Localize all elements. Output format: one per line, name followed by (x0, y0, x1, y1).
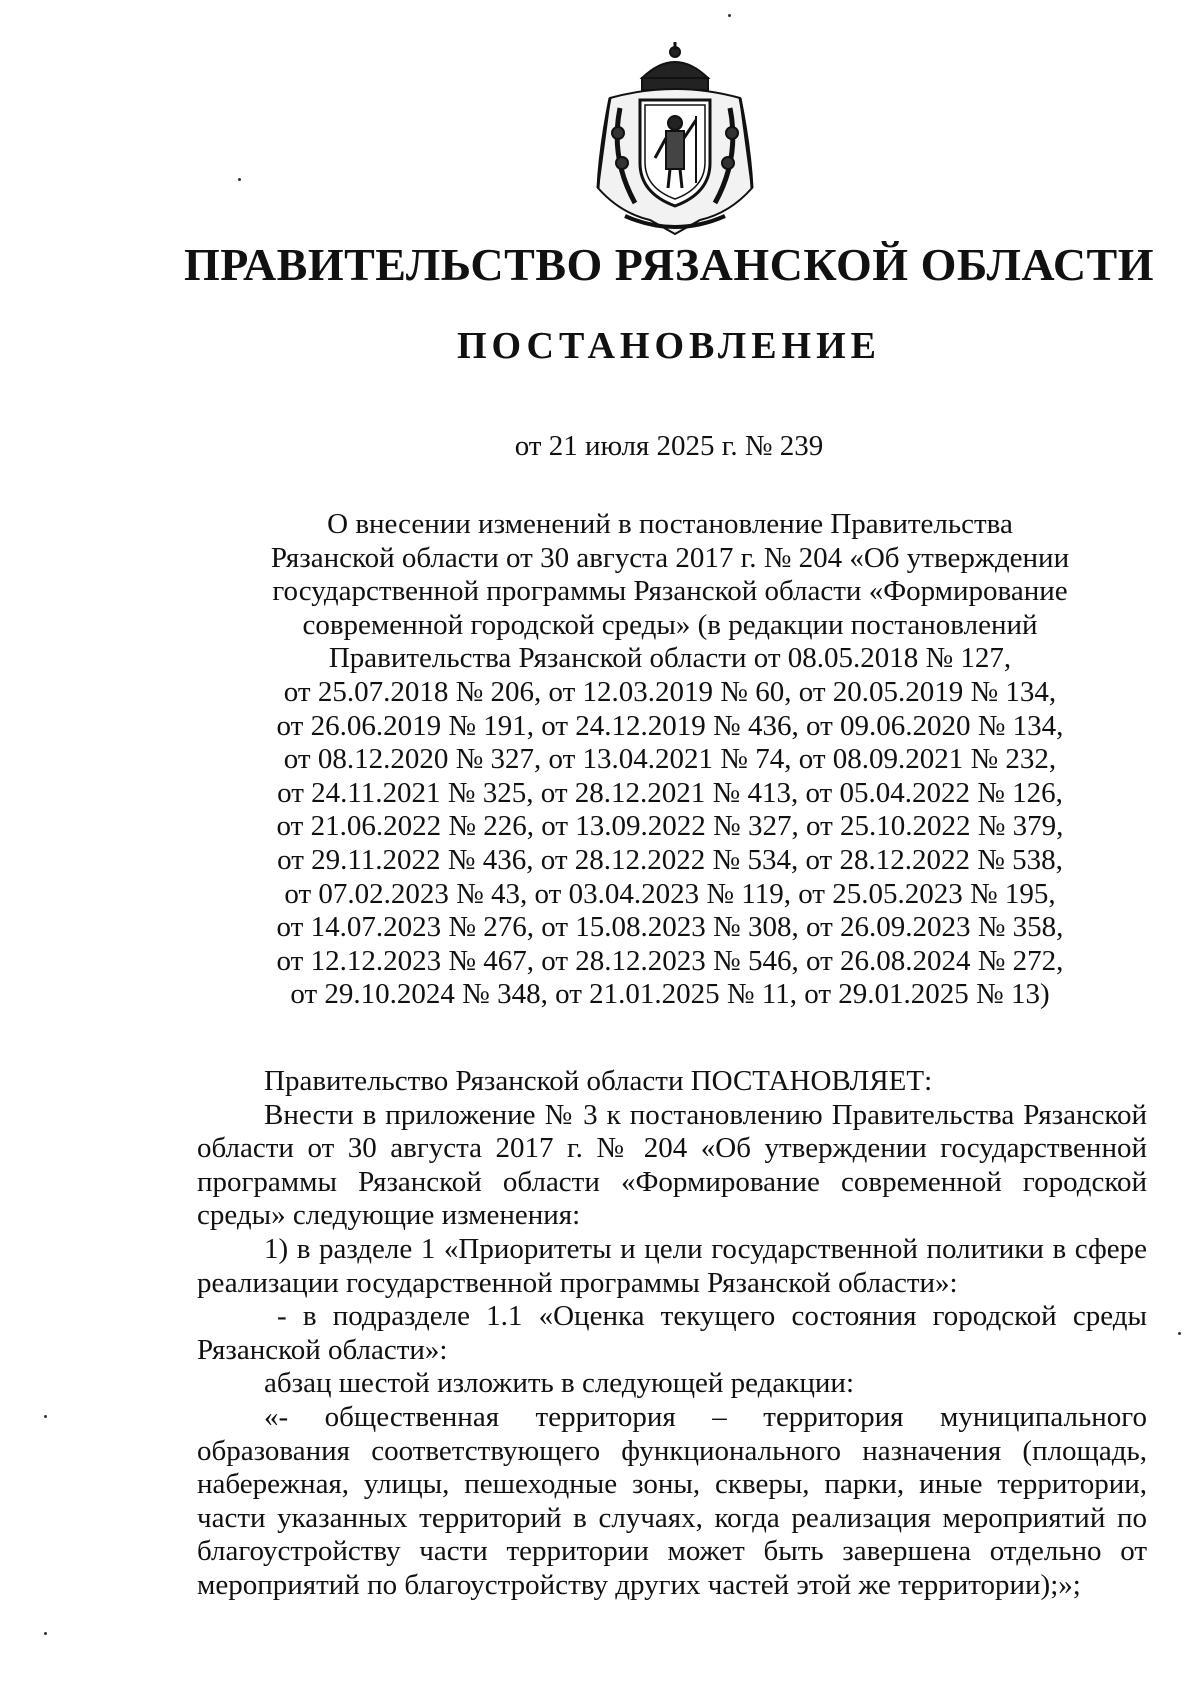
government-title: ПРАВИТЕЛЬСТВО РЯЗАНСКОЙ ОБЛАСТИ (183, 239, 1155, 290)
quoted-definition-text: образования соответствующего функционального назначения (площадь, набережная, улицы, пешеходные зоны, скверы, парки, иные территории, части указанных территорий в случаях, когда реализация мероприятий по благоустройству части территории может быть завершена отдельно от мероприятий по благоустройству других частей этой же территории);»; (197, 1434, 1147, 1601)
scan-speck (238, 178, 241, 181)
subject-line: от 25.07.2018 № 206, от 12.03.2019 № 60, от 20.05.2019 № 134, (283, 675, 1057, 708)
subject-line: современной городской среды» (в редакции постановлений (302, 608, 1038, 641)
subject-line: О внесении изменений в постановление Правительства (327, 508, 1013, 540)
subject-line: от 29.11.2022 № 436, от 28.12.2022 № 534, от 28.12.2022 № 538, (277, 843, 1063, 876)
document-type: ПОСТАНОВЛЕНИЕ (456, 325, 882, 367)
subject-line: от 29.10.2024 № 348, от 21.01.2025 № 11, от 29.01.2025 № 13) (290, 978, 1050, 1011)
paragraph-amend: Внести в приложение № 3 к постановлению Правительства Рязанской области от 30 августа 2017 г. № 204 «Об утверждении государственной программы Рязанской области «Формирование современной городской среды» следующие изменения: (197, 1098, 1147, 1232)
subject-line: государственной программы Рязанской области «Формирование (272, 575, 1068, 608)
quote-word: территория (535, 1400, 676, 1433)
scan-speck (44, 1632, 47, 1635)
document-body (197, 1065, 1147, 1603)
paragraph-subsection-1-1: - в подразделе 1.1 «Оценка текущего состояния городской среды Рязанской области»: (197, 1300, 1147, 1366)
subject-line: от 14.07.2023 № 276, от 15.08.2023 № 308, от 26.09.2023 № 358, (276, 911, 1064, 944)
scan-speck (728, 14, 731, 17)
subject-line: от 24.11.2021 № 325, от 28.12.2021 № 413, от 05.04.2022 № 126, (277, 776, 1063, 809)
subject-line: от 12.12.2023 № 467, от 28.12.2023 № 546, от 26.08.2024 № 272, (276, 944, 1064, 977)
paragraph-sixth-indent: абзац шестой изложить в следующей редакции: (264, 1367, 854, 1400)
subject-line: от 21.06.2022 № 226, от 13.09.2022 № 327, от 25.10.2022 № 379, (276, 810, 1064, 843)
subject-line: от 26.06.2019 № 191, от 24.12.2019 № 436, от 09.06.2020 № 134, (276, 709, 1064, 742)
quote-word: – (712, 1400, 727, 1433)
scan-speck (44, 1415, 47, 1418)
quote-word: «- (264, 1400, 289, 1433)
quote-word: муниципального (939, 1400, 1147, 1433)
quote-word: территория (763, 1400, 904, 1433)
scan-speck (1178, 1332, 1181, 1335)
subject-line: Рязанской области от 30 августа 2017 г. № 204 «Об утверждении (270, 541, 1070, 574)
quoted-definition-first-line (197, 1401, 1147, 1435)
subject-line: Правительства Рязанской области от 08.05.2018 № 127, (328, 642, 1012, 675)
document-subject (200, 508, 1140, 1012)
subject-line: от 08.12.2020 № 327, от 13.04.2021 № 74, от 08.09.2021 № 232, (283, 743, 1057, 776)
resolution-intro: Правительство Рязанской области ПОСТАНОВЛЯЕТ: (264, 1065, 933, 1097)
coat-of-arms-icon (580, 38, 770, 238)
subject-line: от 07.02.2023 № 43, от 03.04.2023 № 119, от 25.05.2023 № 195, (284, 877, 1056, 910)
paragraph-section-1: 1) в разделе 1 «Приоритеты и цели государственной политики в сфере реализации государственной программы Рязанской области»: (197, 1232, 1147, 1299)
quote-word: общественная (324, 1400, 500, 1433)
document-date-number: от 21 июля 2025 г. № 239 (514, 430, 824, 462)
